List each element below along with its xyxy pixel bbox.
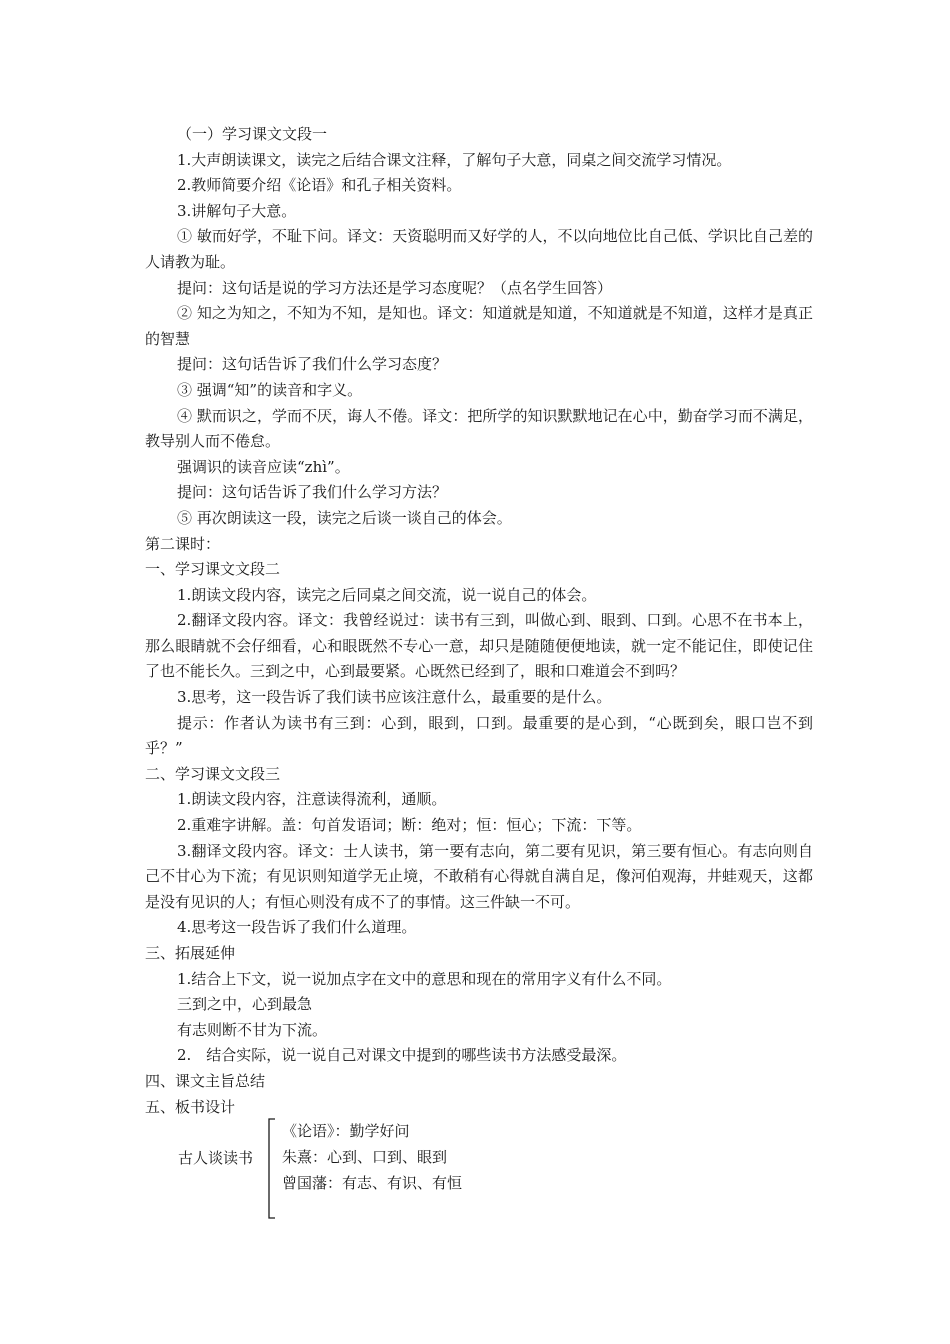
section-heading: 第二课时： <box>145 534 221 553</box>
paragraph: 提示：作者认为读书有三到：心到，眼到，口到。最重要的是心到，“心既到矣，眼口岂不到乎？” <box>145 713 813 758</box>
paragraph: ① 敏而好学，不耻下问。译文：天资聪明而又好学的人，不以向地位比自己低、学识比自己差的人请教为耻。 <box>145 227 813 271</box>
paragraph: ④ 默而识之，学而不厌，诲人不倦。译文：把所学的知识默默地记在心中，勤奋学习而不满足，教导别人而不倦怠。 <box>145 406 813 451</box>
brace-icon <box>266 1118 276 1222</box>
board-label: 古人谈读书 <box>178 1149 254 1167</box>
paragraph: 1.结合上下文，说一说加点字在文中的意思和现在的常用字义有什么不同。 <box>177 969 672 988</box>
paragraph: 2.重难字讲解。盖：句首发语词；断：绝对；恒：恒心；下流：下等。 <box>177 816 642 835</box>
paragraph: 提问：这句话是说的学习方法还是学习态度呢？（点名学生回答） <box>177 278 613 297</box>
paragraph: ② 知之为知之，不知为不知，是知也。译文：知道就是知道，不知道就是不知道，这样才是真正的智慧 <box>145 304 813 348</box>
section-heading: 三、拓展延伸 <box>145 944 236 962</box>
paragraph: 4.思考这一段告诉了我们什么道理。 <box>177 918 417 937</box>
paragraph: 强调识的读音应读“zhì”。 <box>177 457 350 476</box>
board-items <box>282 1118 462 1196</box>
paragraph: 1.朗读文段内容，注意读得流利，通顺。 <box>177 790 447 809</box>
paragraph: （一）学习课文文段一 <box>177 125 328 143</box>
section-heading: 一、学习课文文段二 <box>145 560 281 579</box>
paragraph: 2.教师简要介绍《论语》和孔子相关资料。 <box>177 176 462 195</box>
paragraph: 1.朗读文段内容，读完之后同桌之间交流，说一说自己的体会。 <box>177 585 597 604</box>
paragraph: 三到之中，心到最急 <box>177 995 313 1014</box>
section-heading: 四、课文主旨总结 <box>145 1071 266 1090</box>
section-heading: 二、学习课文文段三 <box>145 764 281 783</box>
lesson-plan-body <box>145 122 813 1120</box>
paragraph: ⑤ 再次朗读这一段，读完之后谈一谈自己的体会。 <box>177 508 512 527</box>
paragraph: 2.翻译文段内容。译文：我曾经说过：读书有三到，叫做心到、眼到、口到。心思不在书本上，那么眼睛就不会仔细看，心和眼既然不专心一意，却只是随随便便地读，就一定不能记住，即使记住了也不能长久。三到之中，心到最要紧。心既然已经到了，眼和口难道会不到吗？ <box>145 611 813 681</box>
paragraph: 3.翻译文段内容。译文：士人读书，第一要有志向，第二要有见识，第三要有恒心。有志向则自己不甘心为下流；有见识则知道学无止境，不敢稍有心得就自满自足，像河伯观海，井蛙观天，这都是没有见识的人；有恒心则没有成不了的事情。这三件缺一不可。 <box>145 841 813 911</box>
paragraph: 有志则断不甘为下流。 <box>177 1020 328 1039</box>
paragraph: 3.思考，这一段告诉了我们读书应该注意什么，最重要的是什么。 <box>177 688 612 707</box>
paragraph: ③ 强调“知”的读音和字义。 <box>177 380 363 399</box>
paragraph: 提问：这句话告诉了我们什么学习态度？ <box>177 355 448 374</box>
blackboard-design <box>178 1118 598 1228</box>
board-item: 曾国藩：有志、有识、有恒 <box>282 1174 463 1192</box>
section-heading: 五、板书设计 <box>145 1097 236 1116</box>
paragraph: 1.大声朗读课文，读完之后结合课文注释，了解句子大意，同桌之间交流学习情况。 <box>177 150 732 169</box>
board-item: 《论语》：勤学好问 <box>282 1122 410 1140</box>
paragraph: 3.讲解句子大意。 <box>177 201 297 220</box>
paragraph: 提问：这句话告诉了我们什么学习方法？ <box>177 483 448 502</box>
paragraph: 2. 结合实际，说一说自己对课文中提到的哪些读书方法感受最深。 <box>177 1046 627 1065</box>
board-item: 朱熹：心到、口到、眼到 <box>282 1148 448 1166</box>
